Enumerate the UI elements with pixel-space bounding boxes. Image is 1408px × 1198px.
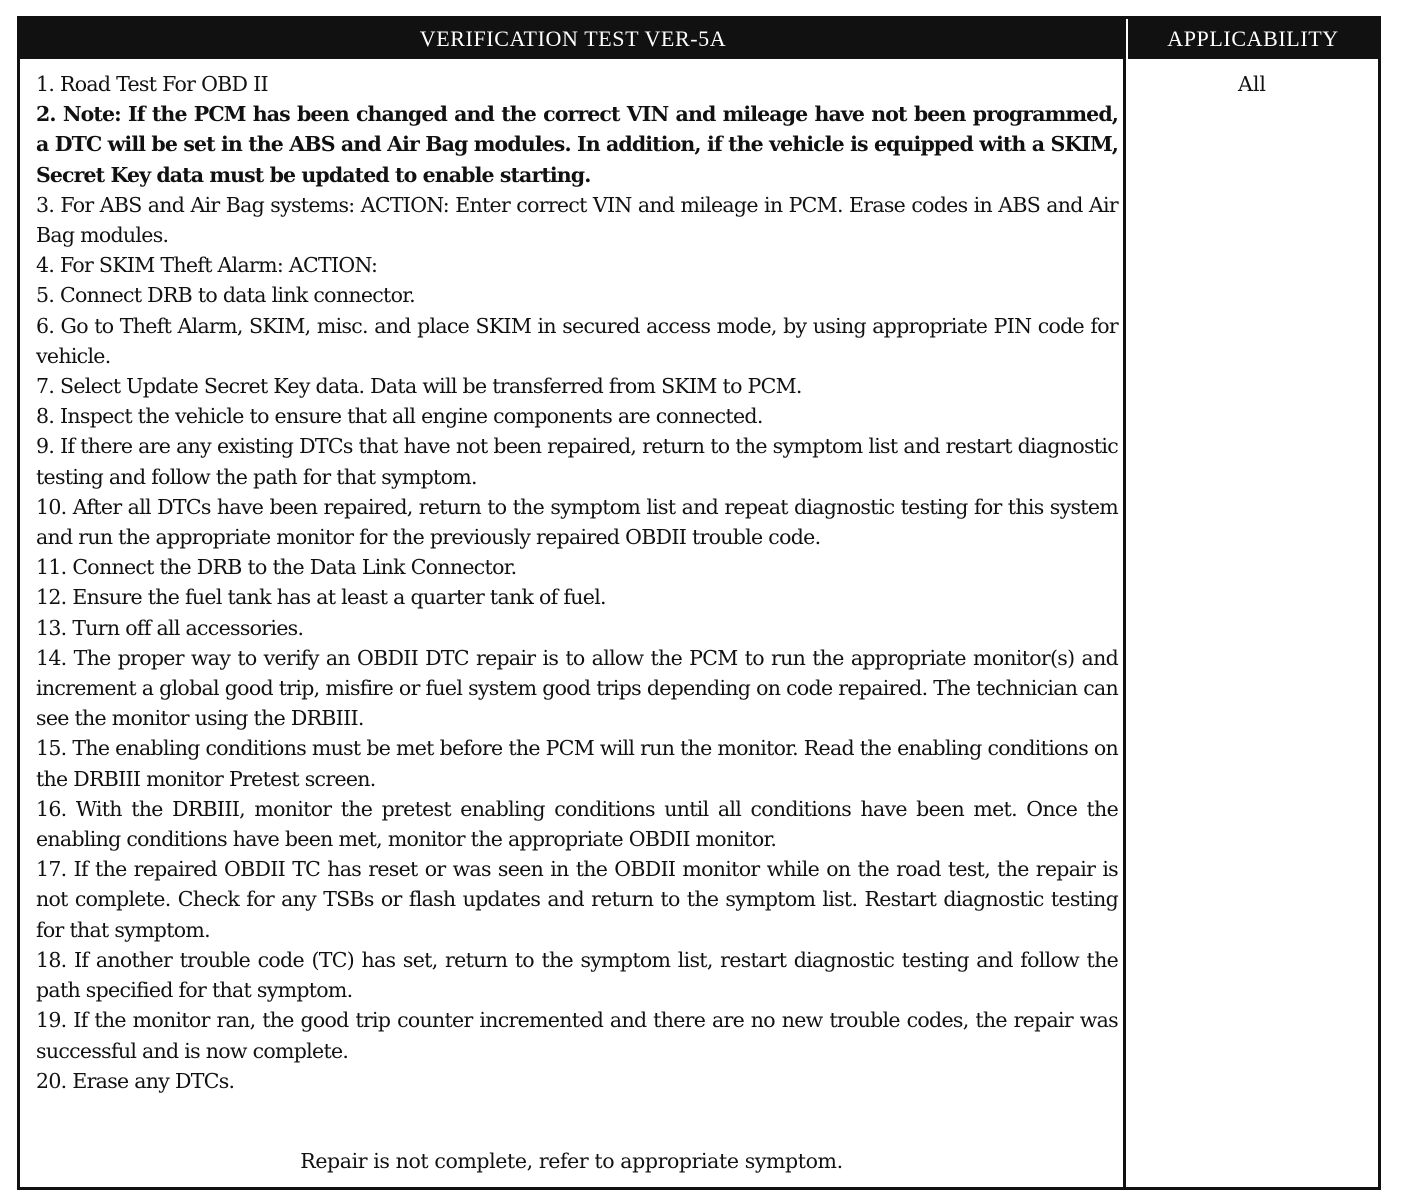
step-7: 7. Select Update Secret Key data. Data will be transferred from SKIM to PCM. (36, 374, 802, 399)
step-8: 8. Inspect the vehicle to ensure that all engine components are connected. (36, 404, 763, 429)
step-3: 3. For ABS and Air Bag systems: ACTION: Enter correct VIN and mileage in PCM. Erase codes in ABS and Air Bag modules. (36, 192, 1118, 248)
applicability-value: All (1238, 72, 1266, 96)
table-header-row (20, 19, 1378, 59)
step-11: 11. Connect the DRB to the Data Link Connector. (36, 555, 517, 580)
step-9: 9. If there are any existing DTCs that have not been repaired, return to the symptom list and restart diagnostic testing and follow the path for that symptom. (36, 434, 1118, 489)
test-steps-cell (20, 59, 1126, 1187)
step-4: 4. For SKIM Theft Alarm: ACTION: (36, 253, 378, 278)
test-title-header: VERIFICATION TEST VER-5A (419, 26, 727, 51)
step-18: 18. If another trouble code (TC) has set, return to the symptom list, restart diagnostic testing and follow the path specified for that symptom. (36, 947, 1118, 1003)
step-20: 20. Erase any DTCs. (36, 1068, 235, 1093)
step-19: 19. If the monitor ran, the good trip counter incremented and there are no new trouble codes, the repair was successful and is now complete. (36, 1008, 1118, 1063)
applicability-cell (1126, 59, 1378, 1187)
step-5: 5. Connect DRB to data link connector. (36, 283, 415, 308)
step-10: 10. After all DTCs have been repaired, return to the symptom list and repeat diagnostic testing for this system and run the appropriate monitor for the previously repaired OBDII trouble code. (36, 494, 1118, 550)
step-16: 16. With the DRBIII, monitor the pretest enabling conditions until all conditions have been met. Once the enabling conditions have been met, monitor the appropriate OBDII monitor. (36, 796, 1118, 852)
verification-test-table (17, 16, 1381, 1190)
repair-incomplete-note: Repair is not complete, refer to appropriate symptom. (300, 1149, 843, 1173)
step-1: 1. Road Test For OBD II (36, 72, 268, 96)
step-13: 13. Turn off all accessories. (36, 615, 304, 640)
step-2-note: 2. Note: If the PCM has been changed and the correct VIN and mileage have not been programmed, a DTC will be set in the ABS and Air Bag modules. In addition, if the vehicle is equipped with a SKIM, Secret Key data must be updated to enable starting. (36, 102, 1118, 187)
table-body-row (20, 59, 1378, 1187)
step-17: 17. If the repaired OBDII TC has reset or was seen in the OBDII monitor while on the road test, the repair is not complete. Check for any TSBs or flash updates and return to the symptom list. Restart diagnostic testing for that symptom. (36, 857, 1118, 942)
step-6: 6. Go to Theft Alarm, SKIM, misc. and place SKIM in secured access mode, by using appropriate PIN code for vehicle. (36, 313, 1118, 368)
step-12: 12. Ensure the fuel tank has at least a quarter tank of fuel. (36, 585, 606, 610)
test-steps-list (36, 69, 1118, 1096)
step-15: 15. The enabling conditions must be met before the PCM will run the monitor. Read the enabling conditions on the DRBIII monitor Pretest screen. (36, 736, 1118, 791)
step-14: 14. The proper way to verify an OBDII DTC repair is to allow the PCM to run the appropriate monitor(s) and increment a global good trip, misfire or fuel system good trips depending on code repaired. The technician can see the monitor using the DRBIII. (36, 645, 1118, 731)
applicability-header: APPLICABILITY (1126, 19, 1378, 59)
